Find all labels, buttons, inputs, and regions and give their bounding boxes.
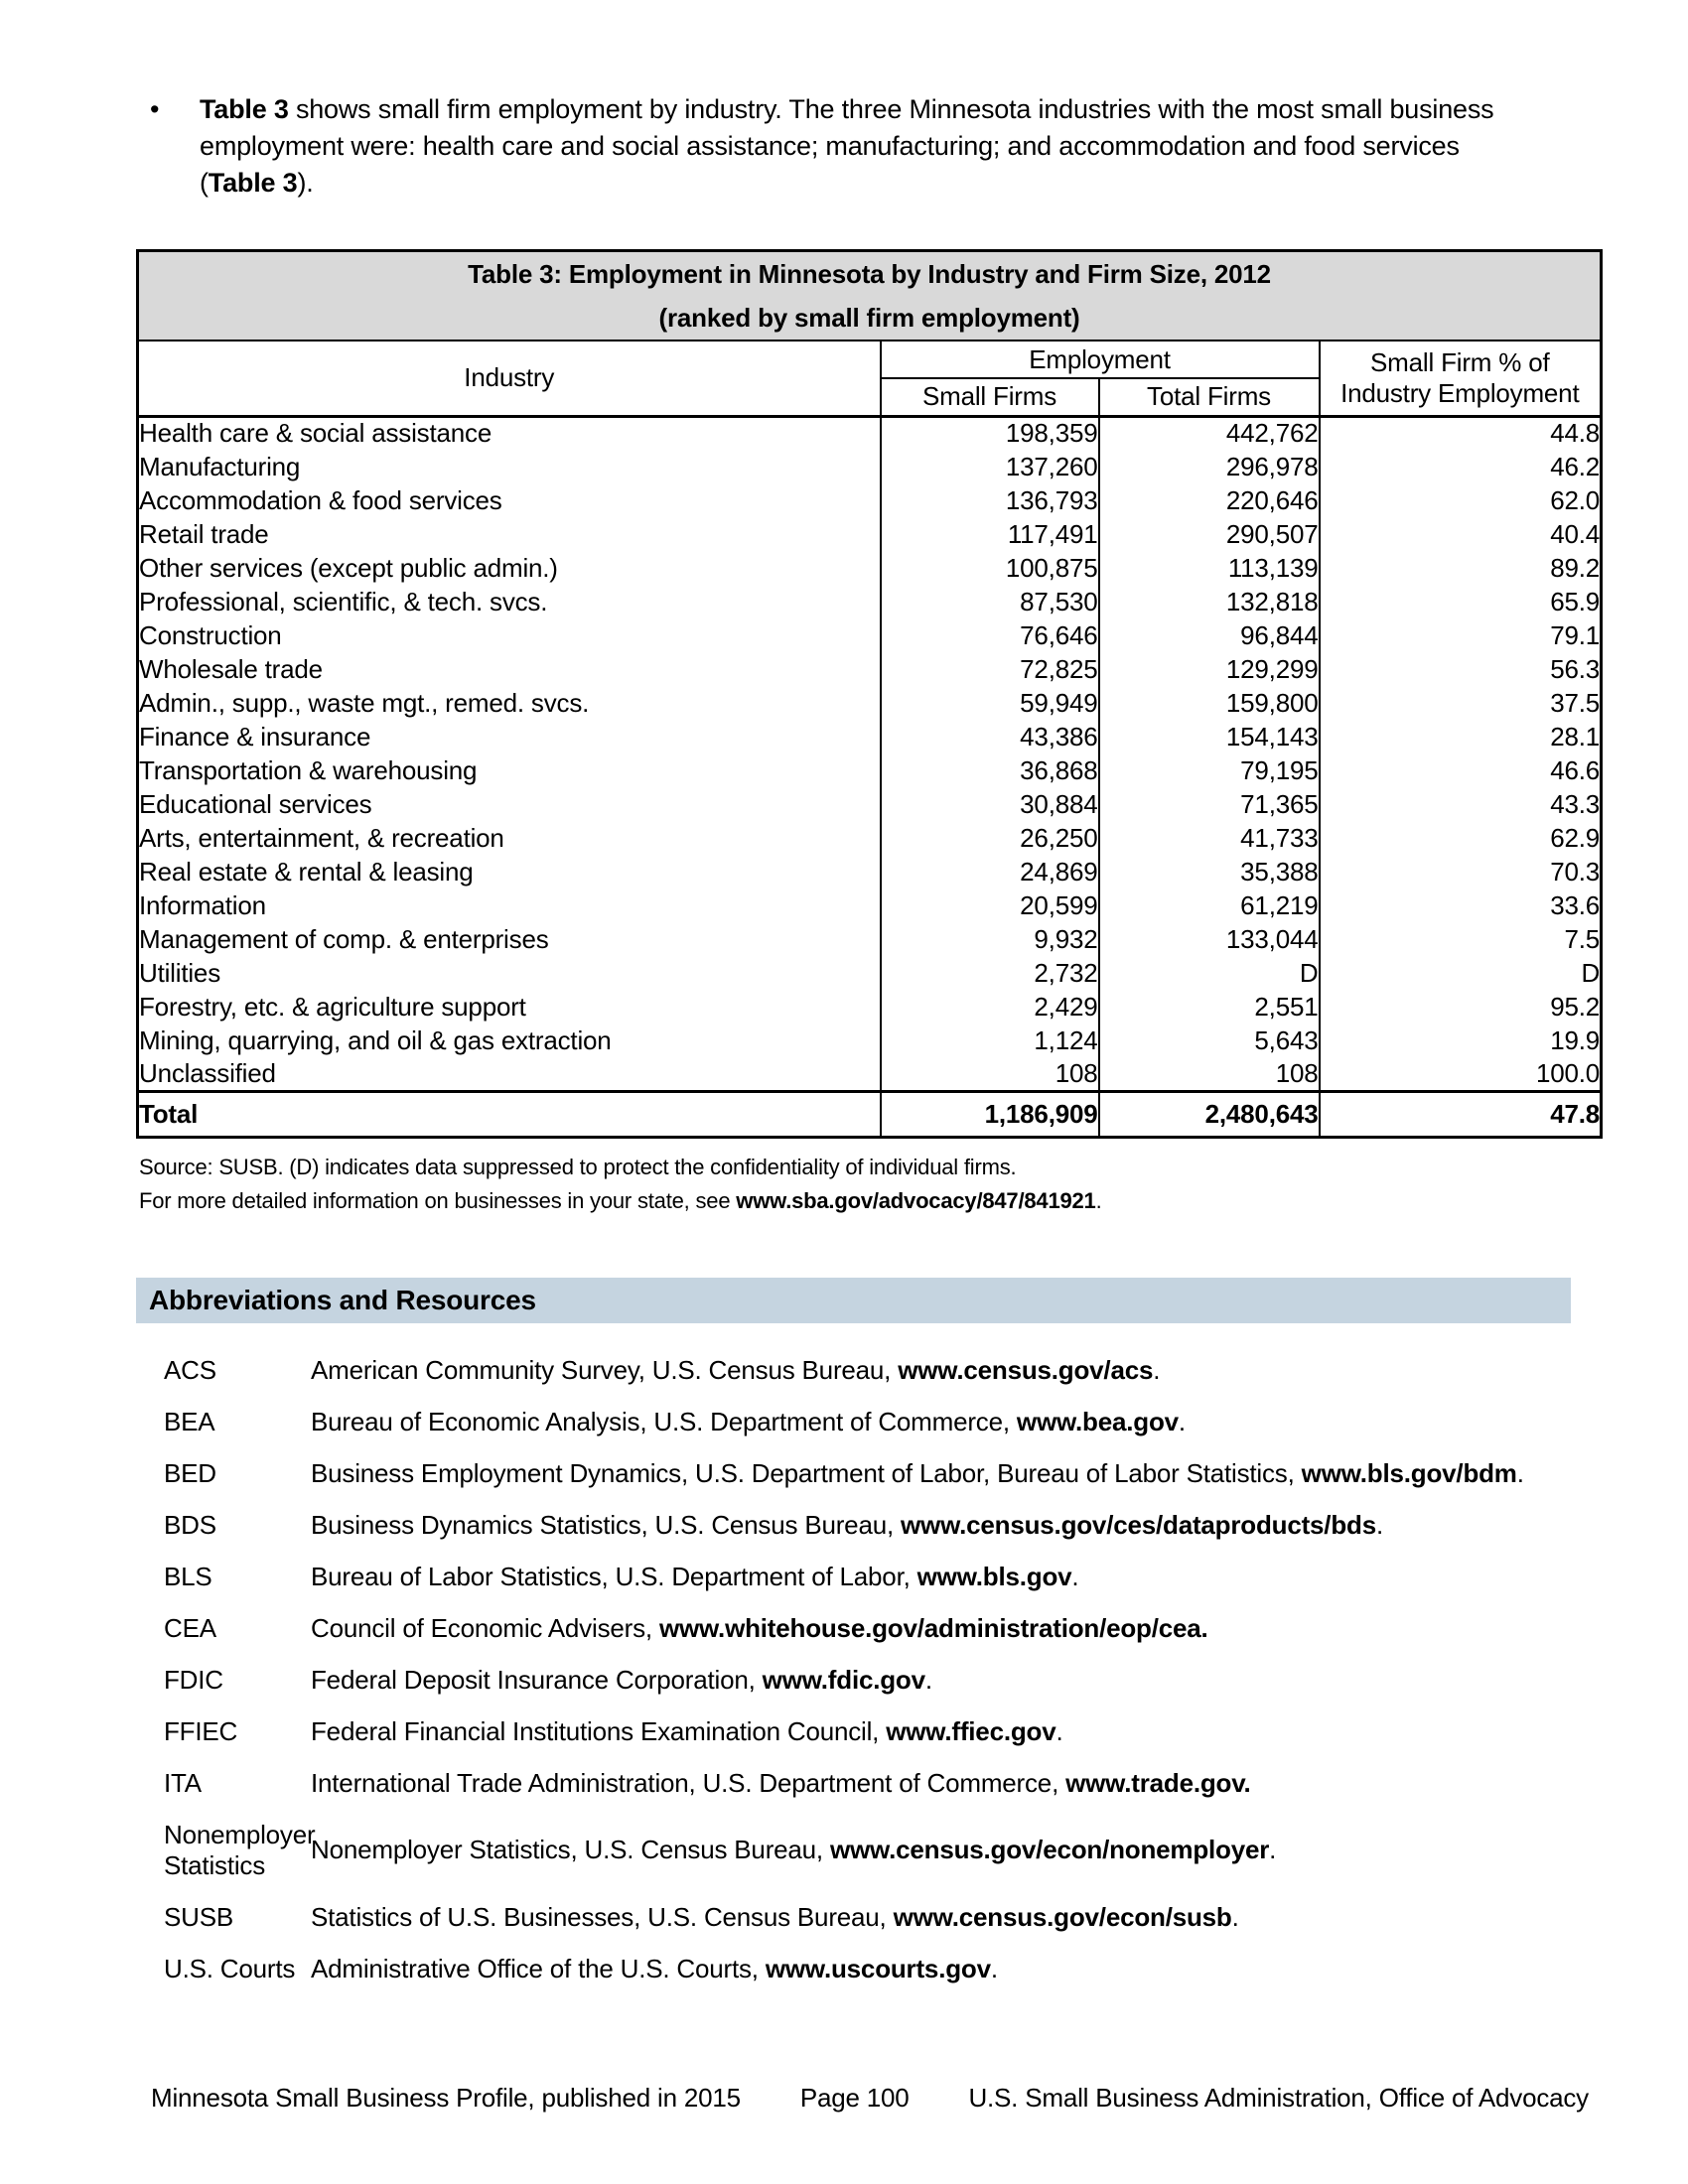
abbreviation-text: Nonemployer Statistics, U.S. Census Bureau, <box>311 1835 830 1864</box>
table-row <box>138 1024 1602 1057</box>
abbreviation-label: ITA <box>164 1767 202 1798</box>
abbreviation-suffix: . <box>1375 1509 1383 1540</box>
abbreviation-label: SUSB <box>164 1901 234 1932</box>
total-small-firms-cell: 1,186,909 <box>881 1091 1099 1137</box>
pct-cell: D <box>1320 956 1602 990</box>
industry-cell: Professional, scientific, & tech. svcs. <box>139 586 548 616</box>
industry-cell: Unclassified <box>139 1057 276 1088</box>
table-title-row <box>138 251 1602 341</box>
abbreviation-description <box>311 1613 1566 1644</box>
table-row <box>138 922 1602 956</box>
table-title-line2: (ranked by small firm employment) <box>658 303 1080 333</box>
footer-publication: Minnesota Small Business Profile, published in 2015 <box>151 2083 741 2113</box>
total-total-firms-cell: 2,480,643 <box>1099 1091 1320 1137</box>
table-row <box>138 450 1602 483</box>
total-firms-cell: 71,365 <box>1099 787 1320 821</box>
total-firms-cell: 79,195 <box>1099 753 1320 787</box>
abbreviation-text: Business Employment Dynamics, U.S. Department of Labor, Bureau of Labor Statistics, <box>311 1457 1302 1488</box>
bullet-icon: • <box>150 94 160 124</box>
abbreviation-text: Statistics of U.S. Businesses, U.S. Census Bureau, <box>311 1901 894 1932</box>
industry-cell: Construction <box>139 619 282 650</box>
abbreviation-text: Federal Financial Institutions Examination Council, <box>311 1715 887 1746</box>
industry-cell: Other services (except public admin.) <box>139 552 558 583</box>
table-row <box>138 517 1602 551</box>
table-row <box>138 686 1602 720</box>
table-title <box>138 251 1602 341</box>
header-industry: Industry <box>138 341 881 416</box>
employment-table <box>136 249 1603 1139</box>
pct-cell: 79.1 <box>1320 618 1602 652</box>
abbreviations-heading: Abbreviations and Resources <box>136 1278 1571 1323</box>
pct-cell: 33.6 <box>1320 888 1602 922</box>
small-firms-cell: 137,260 <box>881 450 1099 483</box>
more-info-prefix: For more detailed information on businesses in your state, see <box>139 1187 737 1213</box>
small-firms-cell: 117,491 <box>881 517 1099 551</box>
pct-cell: 7.5 <box>1320 922 1602 956</box>
abbreviation-label: FFIEC <box>164 1715 238 1746</box>
abbreviation-link[interactable]: www.bea.gov <box>1016 1406 1179 1436</box>
industry-cell: Utilities <box>139 957 220 988</box>
more-info-suffix: . <box>1095 1187 1102 1213</box>
abbreviation-link[interactable]: www.census.gov/acs <box>898 1354 1154 1385</box>
header-employment: Employment <box>881 341 1320 378</box>
pct-cell: 62.0 <box>1320 483 1602 517</box>
abbreviation-description <box>311 1716 1566 1747</box>
total-firms-cell: 159,800 <box>1099 686 1320 720</box>
pct-cell: 37.5 <box>1320 686 1602 720</box>
pct-cell: 56.3 <box>1320 652 1602 686</box>
abbreviation-description <box>311 1510 1566 1541</box>
abbreviation-suffix: . <box>1071 1561 1079 1591</box>
industry-cell: Forestry, etc. & agriculture support <box>139 991 526 1022</box>
abbreviation-link[interactable]: www.bls.gov <box>916 1561 1072 1591</box>
abbreviation-item <box>164 1613 1566 1644</box>
table-row <box>138 787 1602 821</box>
pct-cell: 46.6 <box>1320 753 1602 787</box>
footer-page-number: Page 100 <box>799 2083 910 2113</box>
table-row <box>138 618 1602 652</box>
abbreviation-label: CEA <box>164 1612 216 1643</box>
table-row <box>138 855 1602 888</box>
header-total-firms: Total Firms <box>1099 378 1320 416</box>
industry-cell: Manufacturing <box>139 451 301 481</box>
abbreviation-item <box>164 1458 1566 1489</box>
small-firms-cell: 36,868 <box>881 753 1099 787</box>
total-firms-cell: 41,733 <box>1099 821 1320 855</box>
industry-cell: Educational services <box>139 788 372 819</box>
pct-cell: 95.2 <box>1320 990 1602 1024</box>
table-row <box>138 888 1602 922</box>
intro-paragraph <box>150 91 1601 202</box>
pct-cell: 100.0 <box>1320 1057 1602 1091</box>
abbreviation-label: ACS <box>164 1354 216 1385</box>
small-firms-cell: 43,386 <box>881 720 1099 753</box>
abbreviation-text: International Trade Administration, U.S. Department of Commerce, <box>311 1767 1066 1798</box>
small-firms-cell: 59,949 <box>881 686 1099 720</box>
source-note: Source: SUSB. (D) indicates data suppressed to protect the confidentiality of individual firms. <box>139 1154 1017 1179</box>
intro-bold-table3: Table 3 <box>200 94 289 124</box>
table-row <box>138 483 1602 517</box>
small-firms-cell: 136,793 <box>881 483 1099 517</box>
abbreviation-link[interactable]: www.trade.gov. <box>1065 1767 1251 1798</box>
abbreviation-link[interactable]: www.ffiec.gov <box>886 1715 1056 1746</box>
total-firms-cell: 133,044 <box>1099 922 1320 956</box>
pct-cell: 89.2 <box>1320 551 1602 585</box>
total-firms-cell: 220,646 <box>1099 483 1320 517</box>
pct-cell: 65.9 <box>1320 585 1602 618</box>
table-row <box>138 652 1602 686</box>
abbreviation-suffix: . <box>1055 1715 1063 1746</box>
industry-cell: Health care & social assistance <box>139 418 492 449</box>
abbreviation-suffix: . <box>1153 1354 1161 1385</box>
abbreviation-item <box>164 1510 1566 1541</box>
table-row <box>138 956 1602 990</box>
industry-cell: Information <box>139 889 266 920</box>
abbreviation-label: BLS <box>164 1561 212 1591</box>
footer-organization: U.S. Small Business Administration, Office of Advocacy <box>968 2083 1589 2113</box>
abbreviations-list <box>136 1355 1566 1984</box>
abbreviation-text: Administrative Office of the U.S. Courts, <box>311 1953 766 1983</box>
total-firms-cell: 5,643 <box>1099 1024 1320 1057</box>
small-firms-cell: 9,932 <box>881 922 1099 956</box>
total-firms-cell: 108 <box>1099 1057 1320 1091</box>
table-row <box>138 551 1602 585</box>
abbreviation-description <box>311 1954 1566 1984</box>
abbreviation-link[interactable]: www.whitehouse.gov/administration/eop/cea. <box>658 1612 1208 1643</box>
table-row <box>138 720 1602 753</box>
pct-cell: 43.3 <box>1320 787 1602 821</box>
abbreviation-text: Council of Economic Advisers, <box>311 1612 659 1643</box>
industry-cell: Accommodation & food services <box>139 484 502 515</box>
abbreviation-suffix: . <box>924 1664 932 1695</box>
abbreviation-item <box>164 1407 1566 1437</box>
pct-cell: 46.2 <box>1320 450 1602 483</box>
abbreviation-item <box>164 1355 1566 1386</box>
abbreviation-description <box>311 1355 1566 1386</box>
table-row <box>138 1057 1602 1091</box>
abbreviation-label: FDIC <box>164 1664 223 1695</box>
abbreviation-description <box>311 1768 1566 1799</box>
header-small-firms: Small Firms <box>881 378 1099 416</box>
abbreviation-description <box>311 1407 1566 1437</box>
small-firms-cell: 100,875 <box>881 551 1099 585</box>
industry-cell: Finance & insurance <box>139 721 371 751</box>
abbreviation-link[interactable]: www.uscourts.gov <box>765 1953 991 1983</box>
total-firms-cell: D <box>1099 956 1320 990</box>
pct-cell: 62.9 <box>1320 821 1602 855</box>
intro-text <box>200 91 1540 202</box>
pct-cell: 44.8 <box>1320 416 1602 450</box>
total-firms-cell: 296,978 <box>1099 450 1320 483</box>
small-firms-cell: 198,359 <box>881 416 1099 450</box>
total-firms-cell: 113,139 <box>1099 551 1320 585</box>
industry-cell: Admin., supp., waste mgt., remed. svcs. <box>139 687 590 718</box>
abbreviation-suffix: . <box>990 1953 998 1983</box>
intro-closing-text: ). <box>297 168 314 198</box>
industry-cell: Real estate & rental & leasing <box>139 856 474 887</box>
page-footer <box>151 2083 1589 2114</box>
pct-cell: 40.4 <box>1320 517 1602 551</box>
header-pct-line1: Small Firm % of <box>1370 346 1550 377</box>
abbreviation-text: Business Dynamics Statistics, U.S. Census Bureau, <box>311 1509 902 1540</box>
pct-cell: 19.9 <box>1320 1024 1602 1057</box>
abbreviation-link[interactable]: www.census.gov/ces/dataproducts/bds <box>901 1509 1376 1540</box>
abbreviation-description <box>311 1665 1566 1696</box>
abbreviation-link[interactable]: www.bls.gov/bdm <box>1301 1457 1517 1488</box>
total-firms-cell: 132,818 <box>1099 585 1320 618</box>
abbreviation-label: BED <box>164 1457 216 1488</box>
header-small-firm-pct <box>1320 341 1602 416</box>
abbreviation-label: Nonemployer Statistics <box>164 1819 316 1880</box>
small-firms-cell: 26,250 <box>881 821 1099 855</box>
industry-cell: Management of comp. & enterprises <box>139 923 549 954</box>
industry-cell: Mining, quarrying, and oil & gas extraction <box>139 1024 612 1055</box>
total-firms-cell: 35,388 <box>1099 855 1320 888</box>
small-firms-cell: 20,599 <box>881 888 1099 922</box>
small-firms-cell: 87,530 <box>881 585 1099 618</box>
abbreviation-item <box>164 1665 1566 1696</box>
total-firms-cell: 442,762 <box>1099 416 1320 450</box>
total-label-cell: Total <box>138 1091 881 1137</box>
abbreviation-item <box>164 1562 1566 1592</box>
abbreviation-text: American Community Survey, U.S. Census Bureau, <box>311 1354 899 1385</box>
industry-cell: Wholesale trade <box>139 653 323 684</box>
abbreviation-label: BEA <box>164 1406 215 1436</box>
industry-cell: Arts, entertainment, & recreation <box>139 822 504 853</box>
abbreviation-item <box>164 1768 1566 1799</box>
total-pct-cell: 47.8 <box>1320 1091 1602 1137</box>
abbreviation-suffix: . <box>1178 1406 1186 1436</box>
total-firms-cell: 154,143 <box>1099 720 1320 753</box>
abbreviation-description <box>311 1562 1566 1592</box>
total-firms-cell: 96,844 <box>1099 618 1320 652</box>
abbreviation-suffix: . <box>1231 1901 1239 1932</box>
small-firms-cell: 2,429 <box>881 990 1099 1024</box>
small-firms-cell: 2,732 <box>881 956 1099 990</box>
abbreviation-description <box>311 1902 1566 1933</box>
abbreviation-description <box>311 1835 1566 1865</box>
table-total-row <box>138 1091 1602 1137</box>
pct-cell: 28.1 <box>1320 720 1602 753</box>
abbreviation-item <box>164 1716 1566 1747</box>
abbreviation-text: Federal Deposit Insurance Corporation, <box>311 1664 763 1695</box>
small-firms-cell: 1,124 <box>881 1024 1099 1057</box>
table-row <box>138 753 1602 787</box>
intro-body-text: shows small firm employment by industry. The three Minnesota industries with the most small business employment were: health care and social assistance; manufacturing; and accommodation and food services ( <box>200 94 1494 198</box>
abbreviation-description <box>311 1458 1566 1489</box>
abbreviation-item <box>164 1820 1566 1881</box>
small-firms-cell: 24,869 <box>881 855 1099 888</box>
abbreviation-suffix: . <box>1516 1457 1524 1488</box>
industry-cell: Retail trade <box>139 518 269 549</box>
abbreviation-item <box>164 1902 1566 1933</box>
abbreviation-suffix: . <box>1269 1835 1277 1864</box>
abbreviation-link[interactable]: www.census.gov/econ/susb <box>893 1901 1232 1932</box>
small-firms-cell: 72,825 <box>881 652 1099 686</box>
abbreviation-item <box>164 1954 1566 1984</box>
small-firms-cell: 30,884 <box>881 787 1099 821</box>
total-firms-cell: 129,299 <box>1099 652 1320 686</box>
industry-cell: Transportation & warehousing <box>139 754 478 785</box>
header-pct-line2: Industry Employment <box>1340 377 1580 408</box>
sba-advocacy-link[interactable]: www.sba.gov/advocacy/847/841921 <box>736 1187 1096 1213</box>
table-row <box>138 416 1602 450</box>
abbreviation-label: U.S. Courts <box>164 1953 296 1983</box>
table-title-line1: Table 3: Employment in Minnesota by Industry and Firm Size, 2012 <box>468 259 1271 289</box>
table-header-row-1 <box>138 341 1602 378</box>
table-row <box>138 585 1602 618</box>
total-firms-cell: 2,551 <box>1099 990 1320 1024</box>
intro-bold-table3-ref: Table 3 <box>208 168 298 198</box>
more-info-note <box>139 1186 1601 1216</box>
abbreviation-text: Bureau of Labor Statistics, U.S. Department of Labor, <box>311 1561 917 1591</box>
abbreviation-label: BDS <box>164 1509 216 1540</box>
abbreviation-link[interactable]: www.fdic.gov <box>762 1664 925 1695</box>
total-firms-cell: 290,507 <box>1099 517 1320 551</box>
abbreviation-text: Bureau of Economic Analysis, U.S. Department of Commerce, <box>311 1406 1017 1436</box>
table-row <box>138 990 1602 1024</box>
total-firms-cell: 61,219 <box>1099 888 1320 922</box>
table-row <box>138 821 1602 855</box>
pct-cell: 70.3 <box>1320 855 1602 888</box>
small-firms-cell: 76,646 <box>881 618 1099 652</box>
abbreviation-link[interactable]: www.census.gov/econ/nonemployer <box>829 1835 1270 1864</box>
small-firms-cell: 108 <box>881 1057 1099 1091</box>
